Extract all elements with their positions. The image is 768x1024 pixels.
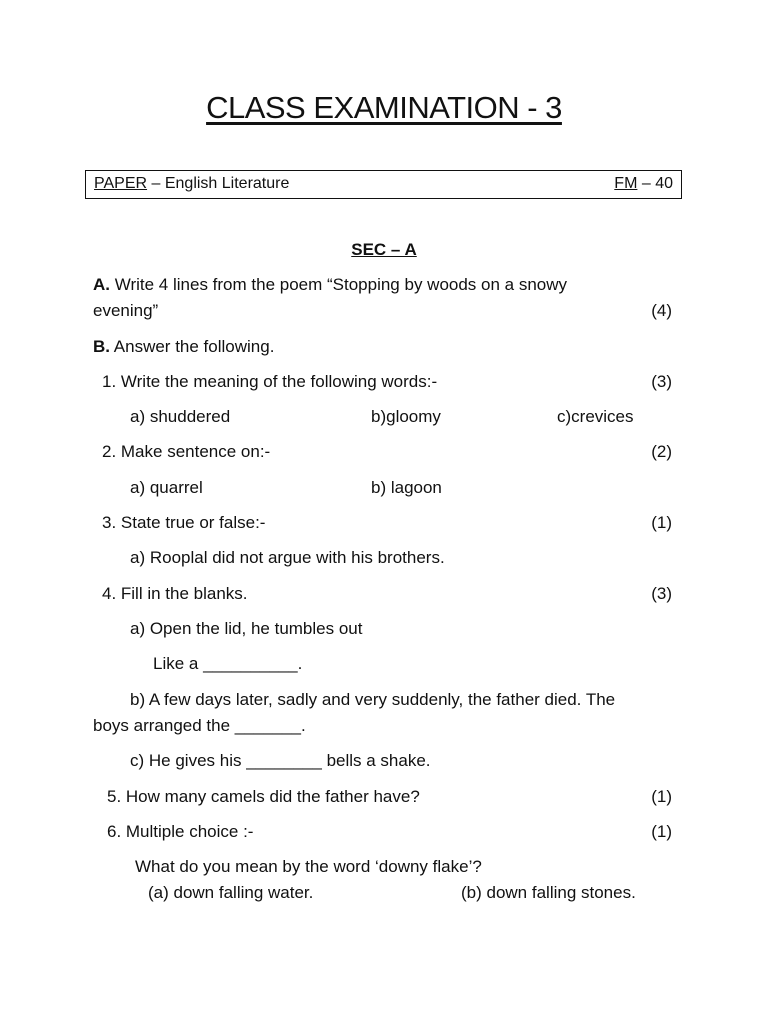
paper-label: PAPER (94, 175, 148, 192)
paper-value: – English Literature (147, 175, 290, 192)
question-6-prompt: What do you mean by the word ‘downy flake’? (135, 857, 482, 876)
question-3-option-a: a) Rooplal did not argue with his brothers. (130, 548, 445, 567)
question-1-option-c: c)crevices (557, 407, 634, 426)
page-title: CLASS EXAMINATION - 3 (206, 90, 562, 125)
question-a-line2: evening” (93, 301, 159, 320)
question-4-part-a-line1: a) Open the lid, he tumbles out (130, 619, 363, 638)
question-a-text: Write 4 lines from the poem “Stopping by woods on a snowy (110, 275, 568, 294)
fm-value: – 40 (637, 175, 673, 192)
question-1-marks: (3) (651, 372, 672, 391)
question-2-marks: (2) (651, 442, 672, 461)
full-marks (614, 175, 673, 193)
question-2-option-b: b) lagoon (371, 478, 442, 497)
section-heading: SEC – A (351, 240, 417, 259)
question-4-marks: (3) (651, 584, 672, 603)
question-4-part-a-line2: Like a __________. (153, 654, 303, 673)
question-3-marks: (1) (651, 513, 672, 532)
question-4-part-c: c) He gives his ________ bells a shake. (130, 751, 431, 770)
paper-subject (94, 175, 289, 193)
question-5: 5. How many camels did the father have? (107, 787, 420, 806)
question-b-label: B. (93, 337, 110, 356)
question-4: 4. Fill in the blanks. (102, 584, 248, 603)
question-b-text: Answer the following. (110, 337, 275, 356)
question-6: 6. Multiple choice :- (107, 822, 254, 841)
question-b (93, 337, 274, 357)
question-5-marks: (1) (651, 787, 672, 806)
fm-label: FM (614, 175, 638, 192)
paper-info-box (85, 170, 682, 199)
question-6-marks: (1) (651, 822, 672, 841)
question-3: 3. State true or false:- (102, 513, 266, 532)
question-a-label: A. (93, 275, 110, 294)
question-6-option-a: (a) down falling water. (148, 883, 314, 902)
question-1-option-b: b)gloomy (371, 407, 441, 426)
question-1-option-a: a) shuddered (130, 407, 231, 426)
question-2-option-a: a) quarrel (130, 478, 203, 497)
question-6-option-b: (b) down falling stones. (461, 883, 636, 902)
question-2: 2. Make sentence on:- (102, 442, 271, 461)
question-a-marks: (4) (651, 301, 672, 320)
question-1: 1. Write the meaning of the following words:- (102, 372, 438, 391)
question-4-part-b-line2: boys arranged the _______. (93, 716, 306, 735)
question-4-part-b-line1: b) A few days later, sadly and very suddenly, the father died. The (130, 690, 616, 709)
question-a-line1 (93, 275, 567, 295)
